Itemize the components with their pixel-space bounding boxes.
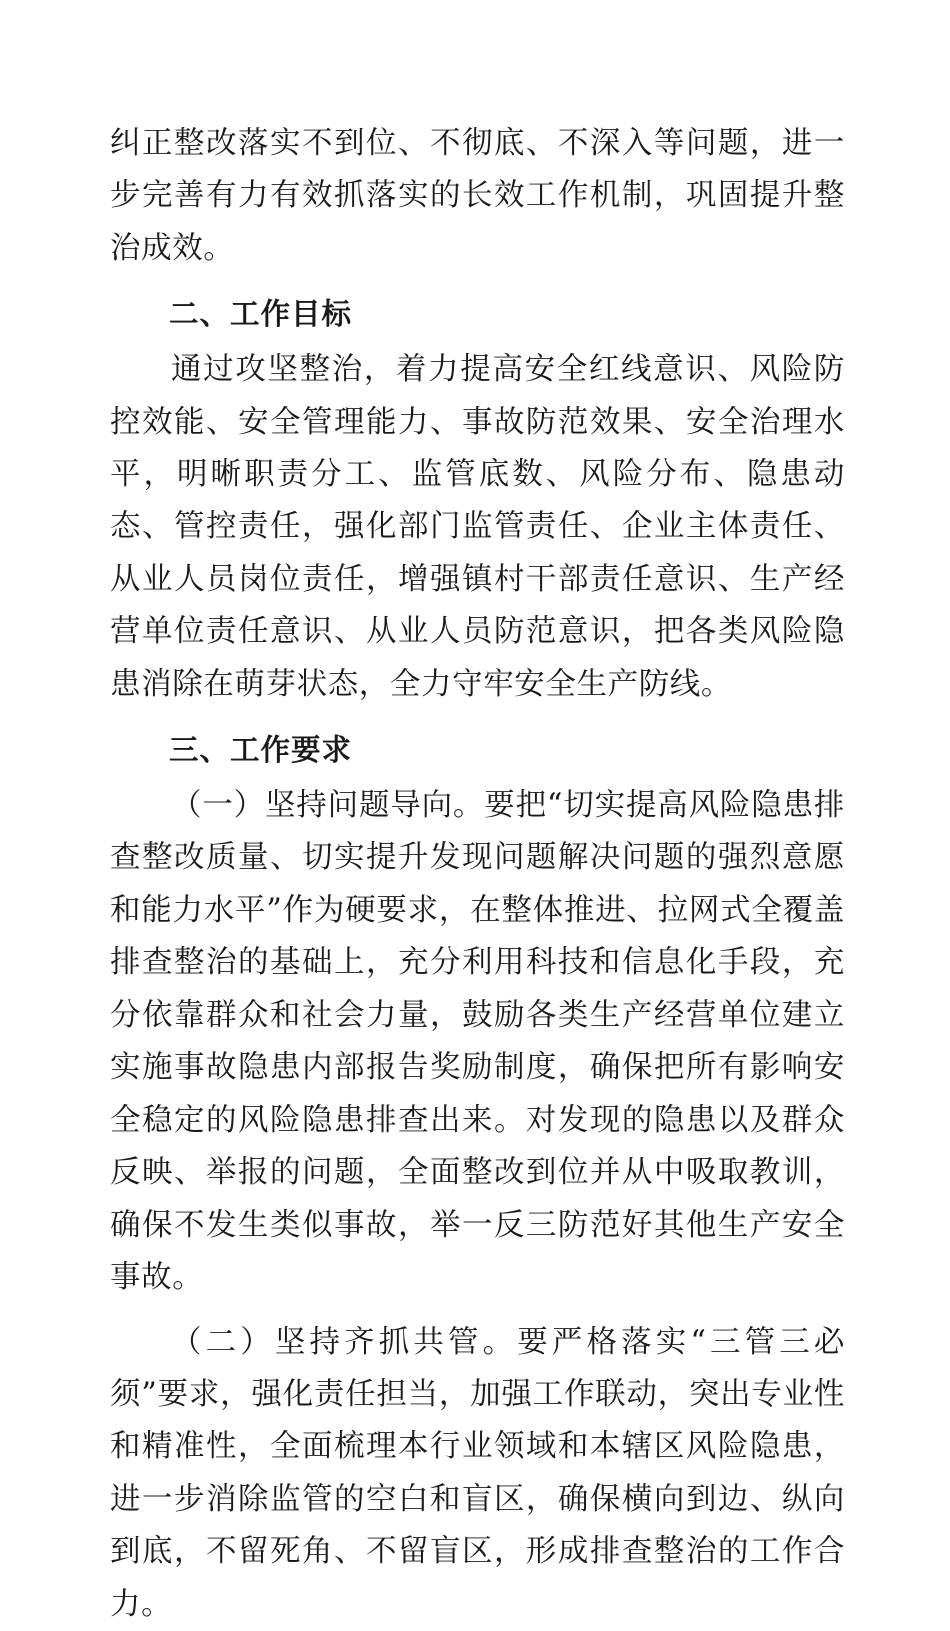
paragraph-problem-orientation: （一）坚持问题导向。要把“切实提高风险隐患排查整改质量、切实提升发现问题解决问题的强烈意愿和能力水平”作为硬要求，在整体推进、拉网式全覆盖排查整治的基础上，充分利用科技和信息化手段，充分依靠群众和社会力量，鼓励各类生产经营单位建立实施事故隐患内部报告奖励制度，确保把所有影响安全稳定的风险隐患排查出来。对发现的隐患以及群众反映、举报的问题，全面整改到位并从中吸取教训，确保不发生类似事故，举一反三防范好其他生产安全事故。 bbox=[110, 788, 845, 1296]
paragraph-work-goals: 通过攻坚整治，着力提高安全红线意识、风险防控效能、安全管理能力、事故防范效果、安全治理水平，明晰职责分工、监管底数、风险分布、隐患动态、管控责任，强化部门监管责任、企业主体责任、从业人员岗位责任，增强镇村干部责任意识、生产经营单位责任意识、从业人员防范意识，把各类风险隐患消除在萌芽状态，全力守牢安全生产防线。 bbox=[110, 352, 845, 702]
spacer bbox=[110, 713, 845, 719]
section-heading-work-requirements: 三、工作要求 bbox=[169, 733, 353, 768]
paragraph-continuation: 纠正整改落实不到位、不彻底、不深入等问题，进一步完善有力有效抓落实的长效工作机制，巩固提升整治成效。 bbox=[110, 126, 845, 266]
spacer bbox=[110, 1307, 845, 1317]
section-heading-work-goals: 二、工作目标 bbox=[169, 297, 353, 332]
document-body bbox=[110, 118, 845, 1631]
spacer bbox=[110, 277, 845, 283]
paragraph-joint-management: （二）坚持齐抓共管。要严格落实“三管三必须”要求，强化责任担当，加强工作联动，突出专业性和精准性，全面梳理本行业领域和本辖区风险隐患，进一步消除监管的空白和盲区，确保横向到边、纵向到底，不留死角、不留盲区，形成排查整治的工作合力。 bbox=[110, 1324, 845, 1622]
